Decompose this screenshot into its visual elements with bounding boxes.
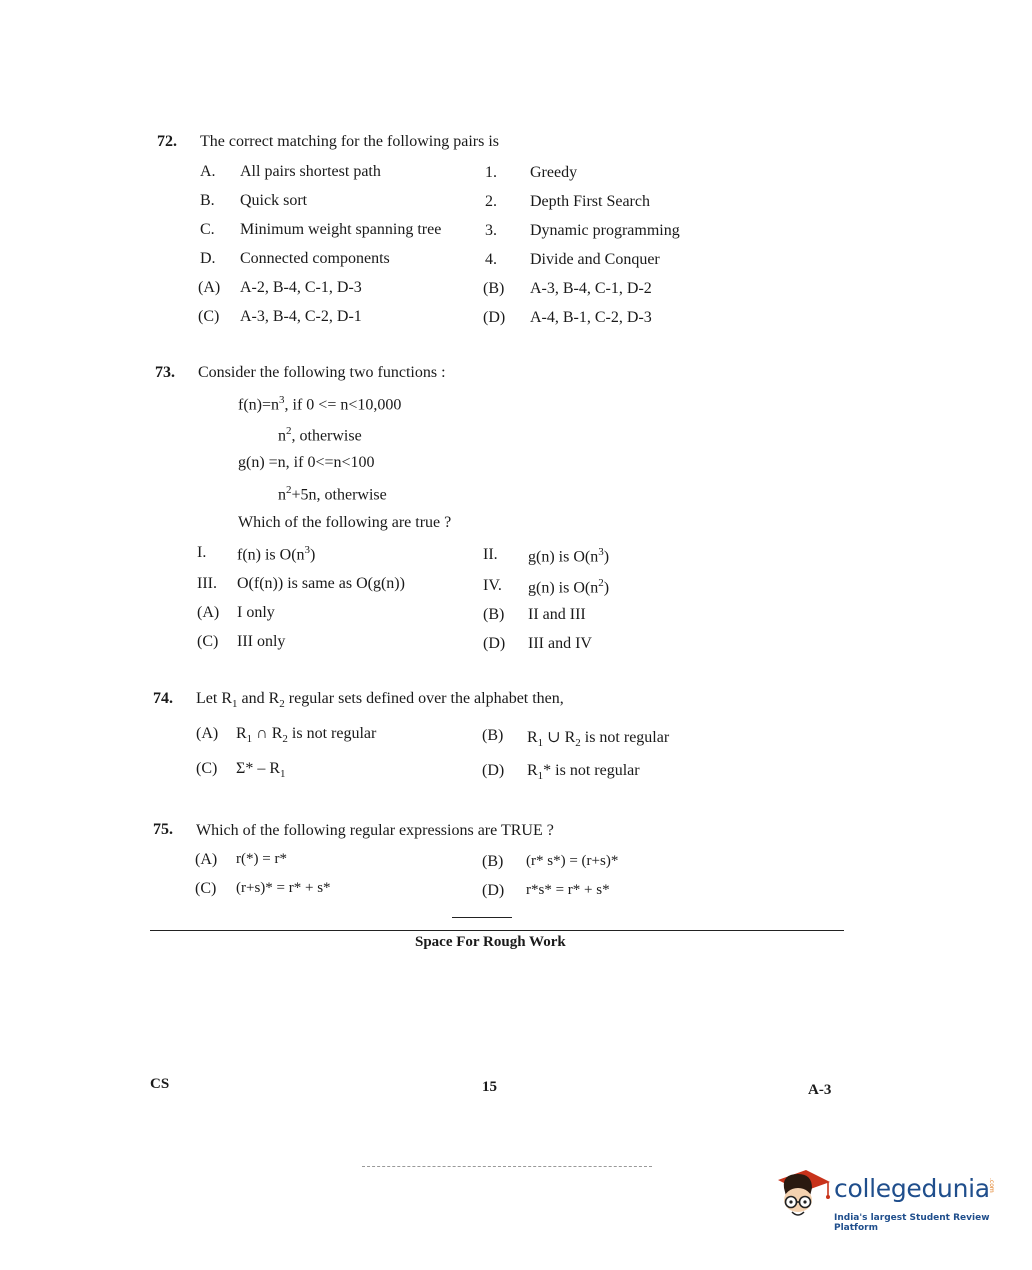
q74-option-d: $R_1*$ is not regular <box>527 762 640 783</box>
q75-number: 75. <box>153 821 173 838</box>
q72-list-a-key: A. <box>200 163 216 180</box>
q73-option-key: (C) <box>197 633 219 650</box>
logo-wordmark: collegedunia <box>834 1174 990 1203</box>
q74-option-c: $\Sigma* - R_1$ <box>236 760 286 781</box>
q72-list-b-item: Divide and Conquer <box>530 251 660 268</box>
q75-option-text: r*s* = r* + s* <box>526 882 610 898</box>
q72-stem: The correct matching for the following pairs is <box>200 133 500 150</box>
q75-option-text: (r* s*) = (r+s)* <box>526 853 619 869</box>
q72-list-a-item: All pairs shortest path <box>240 163 381 180</box>
collegedunia-logo <box>772 1166 1012 1236</box>
q74-option-key: (C) <box>196 760 218 777</box>
logo-dotcom: .com <box>988 1178 995 1193</box>
logo-tagline: India's largest Student Review Platform <box>834 1213 990 1233</box>
q73-f-case-1: $f(n)=n^3$, if 0 <= n<10,000 <box>238 394 402 414</box>
q72-list-b-key: 3. <box>485 222 497 239</box>
rough-work-rule <box>150 930 844 931</box>
q74-stem: Let $R_1$ and $R_2$ regular sets defined over the alphabet then, <box>196 690 564 711</box>
page-number: 15 <box>482 1079 497 1095</box>
q73-option-text: III and IV <box>528 635 592 652</box>
q72-list-b-item: Dynamic programming <box>530 222 680 239</box>
q72-list-a-item: Minimum weight spanning tree <box>240 221 442 238</box>
q73-option-key: (B) <box>483 606 505 623</box>
q72-option-text: A-2, B-4, C-1, D-3 <box>240 279 362 296</box>
q73-option-text: I only <box>237 604 275 621</box>
q72-option-key: (D) <box>483 309 506 326</box>
q73-number: 73. <box>155 364 175 381</box>
q73-statement: g(n) is $O(n^2)$ <box>528 577 610 597</box>
q72-list-b-key: 2. <box>485 193 497 210</box>
q73-g-case-1: g(n) =n, if 0<=n<100 <box>238 454 375 471</box>
q72-option-text: A-3, B-4, C-2, D-1 <box>240 308 362 325</box>
q73-option-text: II and III <box>528 606 586 623</box>
footer-subject-code: CS <box>150 1076 170 1092</box>
q73-option-key: (A) <box>197 604 220 621</box>
q73-statement: O(f(n)) is same as O(g(n)) <box>237 575 405 592</box>
q72-list-a-item: Quick sort <box>240 192 308 209</box>
q73-statement-key: IV. <box>483 577 502 594</box>
q73-statement-key: II. <box>483 546 498 563</box>
q72-option-key: (A) <box>198 279 221 296</box>
q75-option-key: (D) <box>482 882 505 899</box>
q72-option-text: A-3, B-4, C-1, D-2 <box>530 280 652 297</box>
q72-option-text: A-4, B-1, C-2, D-3 <box>530 309 652 326</box>
q72-number: 72. <box>157 133 177 150</box>
q72-list-b-item: Depth First Search <box>530 193 650 210</box>
q75-stem: Which of the following regular expressions are TRUE ? <box>196 822 554 839</box>
q75-option-text: r(*) = r* <box>236 851 287 867</box>
q72-list-b-key: 1. <box>485 164 497 181</box>
q73-option-key: (D) <box>483 635 506 652</box>
q75-option-key: (A) <box>195 851 218 868</box>
q72-option-key: (C) <box>198 308 220 325</box>
q73-stem: Consider the following two functions : <box>198 364 446 381</box>
q74-option-key: (D) <box>482 762 505 779</box>
q72-list-b-key: 4. <box>485 251 497 268</box>
q72-option-key: (B) <box>483 280 505 297</box>
q73-prompt: Which of the following are true ? <box>238 514 452 531</box>
q73-statement-key: III. <box>197 575 217 592</box>
q72-list-a-item: Connected components <box>240 250 390 267</box>
q73-f-case-2: $n^2$, otherwise <box>278 425 362 445</box>
q73-statement: f(n) is $O(n^3)$ <box>237 544 316 564</box>
q75-option-key: (B) <box>482 853 504 870</box>
rough-work-label: Space For Rough Work <box>415 934 566 950</box>
q74-option-key: (B) <box>482 727 504 744</box>
q72-list-a-key: B. <box>200 192 215 209</box>
q72-list-b-item: Greedy <box>530 164 578 181</box>
q74-option-b: $R_1$ ∪ $R_2$ is not regular <box>527 729 670 750</box>
q73-g-case-2: $n^2+5n$, otherwise <box>278 484 387 504</box>
q75-option-key: (C) <box>195 880 217 897</box>
mascot-icon <box>772 1166 832 1228</box>
q74-option-key: (A) <box>196 725 219 742</box>
q72-list-a-key: D. <box>200 250 216 267</box>
q73-statement: g(n) is $O(n^3)$ <box>528 546 610 566</box>
short-rule <box>452 917 512 918</box>
bottom-dash-line <box>362 1166 652 1167</box>
q72-list-a-key: C. <box>200 221 215 238</box>
q73-option-text: III only <box>237 633 286 650</box>
q74-option-a: $R_1$ ∩ $R_2$ is not regular <box>236 725 377 746</box>
footer-booklet-code: A-3 <box>808 1082 832 1098</box>
q73-statement-key: I. <box>197 544 207 561</box>
q74-number: 74. <box>153 690 173 707</box>
q75-option-text: (r+s)* = r* + s* <box>236 880 331 896</box>
